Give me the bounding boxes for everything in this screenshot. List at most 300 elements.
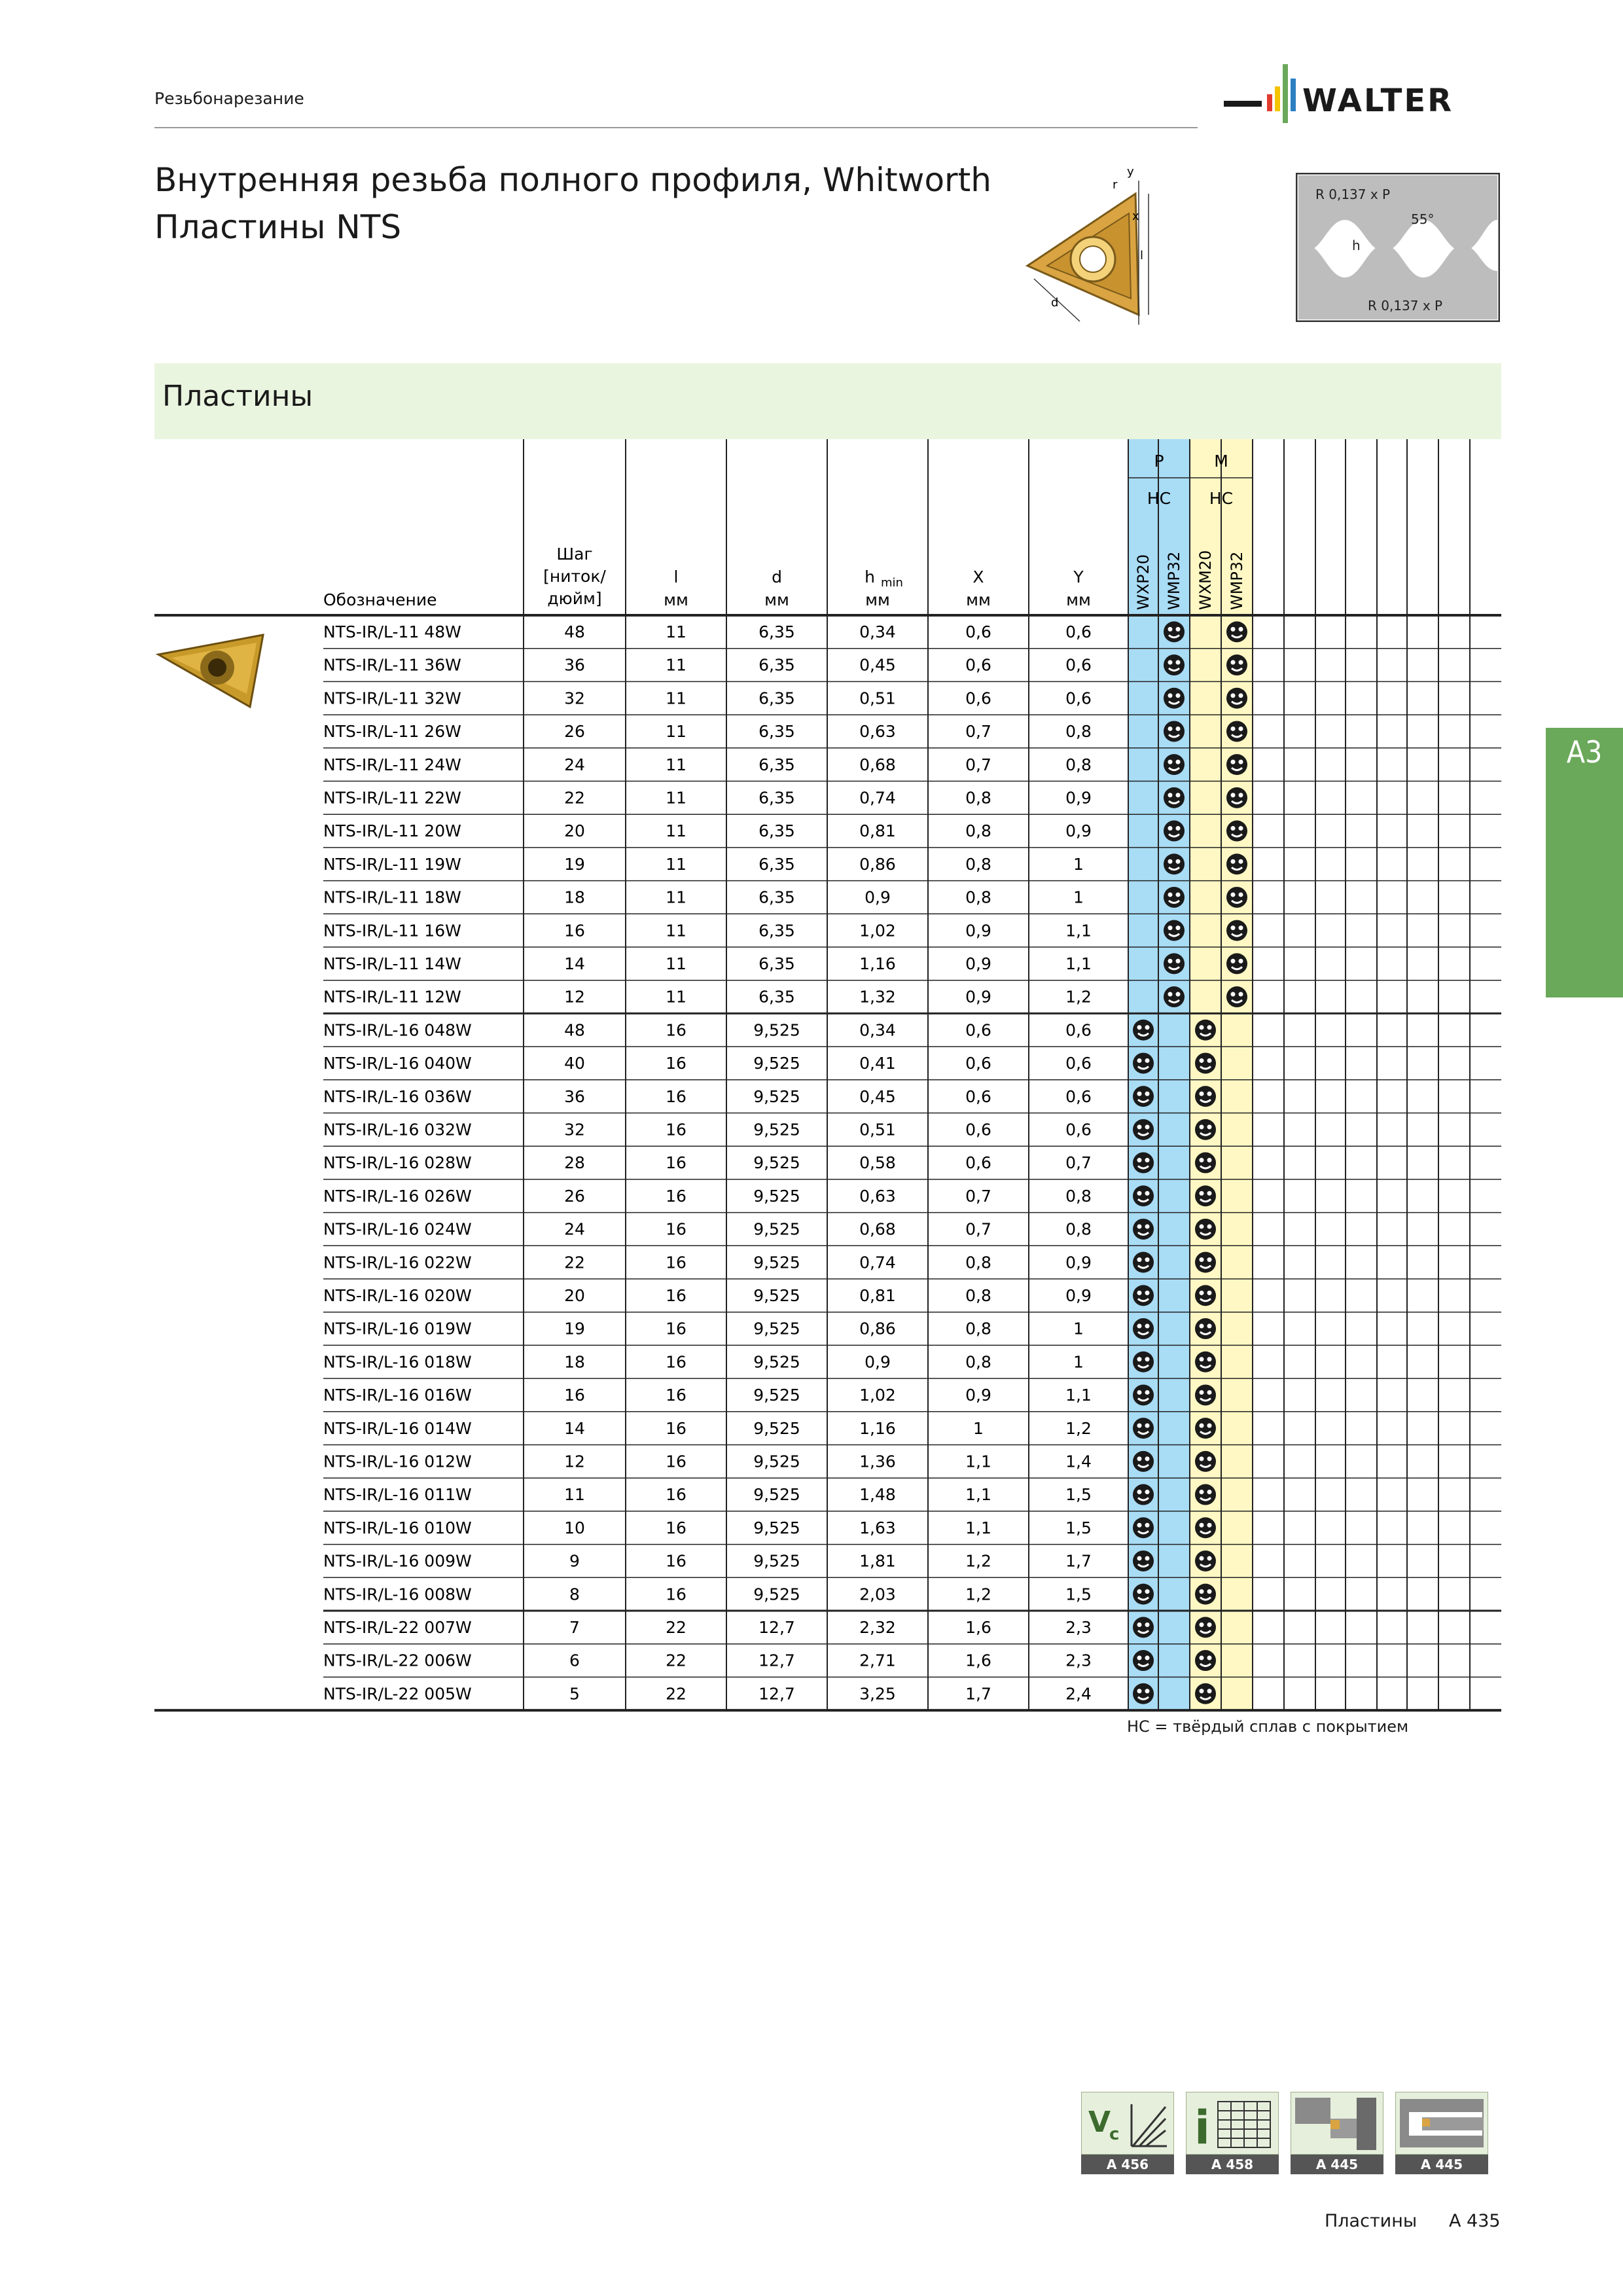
cell-hmin: 0,81 <box>859 821 896 841</box>
grade-application-icon <box>1226 920 1247 941</box>
icon-face <box>1133 1384 1154 1405</box>
cell-d: 9,525 <box>753 1585 800 1604</box>
icon-eye <box>1168 992 1173 997</box>
cell-l: 16 <box>666 1485 687 1505</box>
grade-application-icon <box>1195 1617 1216 1638</box>
cell-designation: NTS-IR/L-11 32W <box>323 689 461 708</box>
cell-y: 0,6 <box>1065 1120 1092 1139</box>
icon-eye <box>1176 859 1181 864</box>
icon-eye <box>1168 959 1173 963</box>
grade-application-icon <box>1133 1484 1154 1505</box>
icon-eye <box>1137 1490 1142 1494</box>
icon-eye <box>1231 760 1236 764</box>
icon-eye <box>1145 1092 1150 1096</box>
icon-face <box>1226 887 1247 908</box>
cell-y: 1,5 <box>1065 1518 1092 1537</box>
cell-d: 6,35 <box>758 655 795 675</box>
icon-eye <box>1207 1357 1212 1361</box>
cell-y: 1 <box>1073 1319 1084 1338</box>
cell-y: 0,9 <box>1065 788 1092 808</box>
table-row <box>323 1683 1216 1704</box>
cell-l: 11 <box>666 689 687 708</box>
icon-eye <box>1207 1092 1212 1096</box>
table-row <box>323 1086 1216 1107</box>
grade-application-icon <box>1195 1384 1216 1405</box>
cell-x: 1,7 <box>965 1684 991 1704</box>
cell-d: 9,525 <box>753 1153 800 1173</box>
cell-x: 0,6 <box>965 1086 991 1106</box>
cell-d: 9,525 <box>753 1418 800 1438</box>
icon-eye <box>1239 627 1243 632</box>
icon-face <box>1133 1584 1154 1605</box>
icon-face <box>1133 1219 1154 1240</box>
grade-application-icon <box>1226 953 1247 974</box>
icon-eye <box>1239 693 1243 698</box>
cell-l: 11 <box>666 655 687 675</box>
cell-x: 0,6 <box>965 1020 991 1040</box>
cell-pitch: 11 <box>564 1485 585 1505</box>
cell-designation: NTS-IR/L-11 24W <box>323 755 461 774</box>
cell-designation: NTS-IR/L-16 048W <box>323 1020 472 1040</box>
grade-application-icon <box>1195 1517 1216 1538</box>
icon-face <box>1133 1185 1154 1206</box>
icon-eye <box>1200 1291 1204 1295</box>
grade-application-icon <box>1133 1318 1154 1339</box>
table-row <box>323 1252 1216 1273</box>
icon-face <box>1195 1683 1216 1704</box>
icon-eye <box>1145 1158 1150 1162</box>
cell-d: 6,35 <box>758 755 795 774</box>
cell-hmin: 1,16 <box>859 954 896 973</box>
table-row <box>323 754 1247 775</box>
header-l: l <box>673 567 679 586</box>
icon-eye <box>1200 1025 1204 1030</box>
icon-eye <box>1137 1689 1142 1693</box>
table-row <box>323 1318 1216 1339</box>
cell-y: 1,2 <box>1065 1418 1092 1438</box>
cell-l: 16 <box>666 1418 687 1438</box>
cell-l: 16 <box>666 1551 687 1571</box>
profile-label-bottom: R 0,137 x P <box>1368 298 1443 314</box>
icon-eye <box>1145 1324 1150 1329</box>
icon-face <box>1164 621 1185 642</box>
reference-info-table[interactable] <box>1186 2092 1279 2174</box>
icon-eye <box>1176 660 1181 665</box>
cell-x: 1 <box>973 1418 984 1438</box>
icon-eye <box>1137 1191 1142 1196</box>
grade-application-icon <box>1133 1252 1154 1273</box>
grade-application-icon <box>1195 1551 1216 1571</box>
icon-eye <box>1145 1224 1150 1229</box>
grade-application-icon <box>1133 1352 1154 1372</box>
grade-application-icon <box>1226 887 1247 908</box>
grade-application-icon <box>1164 754 1185 775</box>
icon-eye <box>1239 760 1243 764</box>
icon-eye <box>1231 992 1236 997</box>
cell-d: 6,35 <box>758 921 795 941</box>
cell-x: 0,6 <box>965 1153 991 1173</box>
icon-eye <box>1207 1124 1212 1129</box>
cell-x: 0,8 <box>965 821 991 841</box>
cell-hmin: 0,9 <box>865 1352 891 1372</box>
cell-d: 12,7 <box>758 1651 795 1670</box>
diagram-label-y: y <box>1127 165 1134 179</box>
icon-eye <box>1145 1058 1150 1063</box>
icon-eye <box>1200 1456 1204 1461</box>
grade-application-icon <box>1133 1683 1154 1704</box>
grade-application-icon <box>1195 1219 1216 1240</box>
grade-application-icon <box>1226 621 1247 642</box>
icon-eye <box>1145 1291 1150 1295</box>
icon-face <box>1133 1352 1154 1372</box>
reference-boring-bar[interactable] <box>1395 2092 1488 2174</box>
cell-designation: NTS-IR/L-16 022W <box>323 1253 472 1272</box>
cell-l: 16 <box>666 1286 687 1305</box>
cell-d: 6,35 <box>758 788 795 808</box>
icon-eye <box>1200 1556 1204 1560</box>
cell-l: 11 <box>666 755 687 774</box>
icon-face <box>1164 953 1185 974</box>
icon-face <box>1195 1584 1216 1605</box>
cell-hmin: 0,51 <box>859 1120 896 1139</box>
page-title-line2: Пластины NTS <box>154 208 402 246</box>
cell-l: 22 <box>666 1651 687 1670</box>
cell-l: 16 <box>666 1386 687 1405</box>
cell-pitch: 48 <box>564 622 585 641</box>
cell-x: 0,8 <box>965 854 991 874</box>
icon-eye <box>1145 1556 1150 1560</box>
cell-d: 9,525 <box>753 1020 800 1040</box>
cell-pitch: 26 <box>564 1186 585 1206</box>
icon-eye <box>1176 892 1181 897</box>
icon-face <box>1226 953 1247 974</box>
icon-eye <box>1239 959 1243 963</box>
cell-pitch: 24 <box>564 1219 585 1239</box>
reference-label: A 445 <box>1395 2155 1488 2174</box>
logo-text: WALTER <box>1302 82 1454 119</box>
cell-l: 11 <box>666 821 687 841</box>
cell-pitch: 32 <box>564 689 585 708</box>
cell-l: 16 <box>666 1054 687 1073</box>
grade-label: WXP20 <box>1134 554 1152 610</box>
grade-application-icon <box>1226 787 1247 808</box>
icon-eye <box>1207 1556 1212 1560</box>
grade-application-icon <box>1226 754 1247 775</box>
table-row <box>323 1185 1216 1206</box>
cell-y: 2,3 <box>1065 1618 1092 1637</box>
cell-pitch: 8 <box>569 1585 580 1604</box>
reference-toolholder[interactable] <box>1291 2092 1383 2174</box>
cell-y: 1,2 <box>1065 987 1092 1007</box>
cell-d: 9,525 <box>753 1086 800 1106</box>
profile-label-top: R 0,137 x P <box>1315 187 1391 202</box>
cell-pitch: 12 <box>564 1452 585 1471</box>
grade-application-icon <box>1133 1451 1154 1472</box>
icon-face <box>1133 1551 1154 1571</box>
cell-l: 11 <box>666 987 687 1007</box>
icon-eye <box>1200 1324 1204 1329</box>
icon-face <box>1164 754 1185 775</box>
icon-eye <box>1137 1025 1142 1030</box>
table-row <box>323 1650 1216 1671</box>
cell-pitch: 16 <box>564 1386 585 1405</box>
icon-eye <box>1137 1656 1142 1660</box>
cell-y: 0,8 <box>1065 1186 1092 1206</box>
cell-d: 9,525 <box>753 1452 800 1471</box>
cell-pitch: 7 <box>569 1618 580 1637</box>
cell-l: 16 <box>666 1120 687 1139</box>
icon-eye <box>1231 925 1236 930</box>
icon-face <box>1133 1418 1154 1439</box>
table-row <box>323 1584 1216 1605</box>
cell-designation: NTS-IR/L-16 008W <box>323 1585 472 1604</box>
icon-face <box>1226 821 1247 842</box>
cell-x: 0,6 <box>965 622 991 641</box>
cell-x: 1,1 <box>965 1452 991 1471</box>
icon-face <box>1226 754 1247 775</box>
grade-application-icon <box>1195 1086 1216 1107</box>
icon-face <box>1133 1119 1154 1140</box>
icon-eye <box>1239 726 1243 731</box>
header-designation: Обозначение <box>323 590 437 609</box>
cell-d: 6,35 <box>758 722 795 742</box>
cell-pitch: 22 <box>564 788 585 808</box>
cell-hmin: 0,41 <box>859 1054 896 1073</box>
cell-x: 0,8 <box>965 1352 991 1372</box>
table-row <box>323 1285 1216 1306</box>
icon-face <box>1133 1451 1154 1472</box>
cell-d: 9,525 <box>753 1253 800 1272</box>
cell-y: 0,6 <box>1065 655 1092 675</box>
grade-application-icon <box>1195 1153 1216 1174</box>
icon-eye <box>1176 959 1181 963</box>
cell-l: 11 <box>666 622 687 641</box>
section-label: Резьбонарезание <box>154 89 304 108</box>
icon-eye <box>1145 1589 1150 1594</box>
cell-pitch: 19 <box>564 1319 585 1338</box>
icon-face <box>1195 1384 1216 1405</box>
cell-x: 0,6 <box>965 655 991 675</box>
icon-eye <box>1200 1656 1204 1660</box>
icon-eye <box>1137 1158 1142 1162</box>
cell-pitch: 26 <box>564 722 585 742</box>
icon-eye <box>1145 1656 1150 1660</box>
cell-hmin: 1,36 <box>859 1452 896 1471</box>
grade-application-icon <box>1195 1318 1216 1339</box>
cell-hmin: 0,58 <box>859 1153 896 1173</box>
icon-face <box>1226 853 1247 874</box>
cell-designation: NTS-IR/L-11 22W <box>323 788 461 808</box>
cell-pitch: 9 <box>569 1551 580 1571</box>
icon-eye <box>1200 1490 1204 1494</box>
grade-application-icon <box>1164 920 1185 941</box>
cell-hmin: 0,9 <box>865 888 891 907</box>
cell-designation: NTS-IR/L-16 018W <box>323 1352 472 1372</box>
cell-designation: NTS-IR/L-16 011W <box>323 1485 472 1505</box>
grade-application-icon <box>1226 821 1247 842</box>
icon-face <box>1133 1052 1154 1073</box>
icon-eye <box>1168 627 1173 632</box>
icon-face <box>1195 1020 1216 1041</box>
grade-application-icon <box>1133 1219 1154 1240</box>
table-row <box>323 821 1247 842</box>
cell-y: 1,1 <box>1065 1386 1092 1405</box>
icon-eye <box>1145 1257 1150 1262</box>
icon-eye <box>1176 992 1181 997</box>
cell-hmin: 2,71 <box>859 1651 896 1670</box>
cell-pitch: 48 <box>564 1020 585 1040</box>
icon-face <box>1195 1052 1216 1073</box>
cell-x: 1,2 <box>965 1585 991 1604</box>
header-hmin-sub: min <box>881 576 903 590</box>
svg-text:c: c <box>1109 2125 1120 2144</box>
grade-label: WMP32 <box>1165 551 1183 610</box>
icon-face <box>1226 621 1247 642</box>
grade-application-icon <box>1133 1086 1154 1107</box>
diagram-label-d: d <box>1051 296 1059 310</box>
footer-label: Пластины <box>1325 2211 1418 2231</box>
table-row <box>323 1052 1216 1073</box>
grade-application-icon <box>1164 787 1185 808</box>
cell-pitch: 36 <box>564 1086 585 1106</box>
icon-face <box>1195 1219 1216 1240</box>
cell-x: 1,6 <box>965 1651 991 1670</box>
cell-l: 16 <box>666 1319 687 1338</box>
cell-x: 0,9 <box>965 954 991 973</box>
cell-d: 6,35 <box>758 888 795 907</box>
cell-hmin: 2,03 <box>859 1585 896 1604</box>
icon-eye <box>1137 1058 1142 1063</box>
table-row <box>323 688 1247 709</box>
cell-y: 1,5 <box>1065 1585 1092 1604</box>
material-group-label: P <box>1154 452 1164 471</box>
cell-pitch: 19 <box>564 854 585 874</box>
icon-face <box>1195 1119 1216 1140</box>
icon-face <box>1164 920 1185 941</box>
cell-y: 2,3 <box>1065 1651 1092 1670</box>
icon-eye <box>1145 1025 1150 1030</box>
icon-face <box>1133 1252 1154 1273</box>
profile-label-h: h <box>1352 238 1361 253</box>
header-y: мм <box>1066 590 1091 609</box>
cell-hmin: 0,63 <box>859 1186 896 1206</box>
icon-face <box>1133 1517 1154 1538</box>
icon-face <box>1195 1185 1216 1206</box>
icon-face <box>1195 1551 1216 1571</box>
icon-eye <box>1137 1224 1142 1229</box>
table-row <box>323 1484 1216 1505</box>
icon-eye <box>1176 726 1181 731</box>
header-l: мм <box>664 590 688 609</box>
cell-d: 9,525 <box>753 1319 800 1338</box>
icon-face <box>1133 1285 1154 1306</box>
header-pitch: дюйм] <box>547 589 602 608</box>
icon-face <box>1164 853 1185 874</box>
cell-hmin: 1,81 <box>859 1551 896 1571</box>
icon-face <box>1195 1318 1216 1339</box>
icon-eye <box>1239 660 1243 665</box>
material-group-label: M <box>1214 452 1228 471</box>
grade-application-icon <box>1133 1418 1154 1439</box>
cell-designation: NTS-IR/L-22 006W <box>323 1651 472 1670</box>
info-table-icon <box>1186 2092 1279 2155</box>
cell-x: 0,9 <box>965 921 991 941</box>
table-row <box>323 1119 1216 1140</box>
cell-l: 16 <box>666 1253 687 1272</box>
page-number: A 435 <box>1449 2211 1501 2231</box>
icon-face <box>1133 1484 1154 1505</box>
grade-application-icon <box>1133 1020 1154 1041</box>
icon-eye <box>1207 1623 1212 1627</box>
cell-y: 0,6 <box>1065 1020 1092 1040</box>
cell-l: 16 <box>666 1153 687 1173</box>
grade-label: WMP32 <box>1228 551 1246 610</box>
icon-eye <box>1207 1523 1212 1528</box>
icon-eye <box>1231 859 1236 864</box>
cell-l: 22 <box>666 1684 687 1704</box>
cell-designation: NTS-IR/L-11 26W <box>323 722 461 742</box>
cell-hmin: 0,74 <box>859 788 896 808</box>
table-row <box>323 655 1247 675</box>
grade-application-icon <box>1133 1517 1154 1538</box>
cell-pitch: 10 <box>564 1518 585 1537</box>
cell-y: 1,5 <box>1065 1485 1092 1505</box>
icon-eye <box>1200 1689 1204 1693</box>
icon-eye <box>1137 1257 1142 1262</box>
svg-text:i: i <box>1194 2101 1210 2154</box>
cell-designation: NTS-IR/L-16 016W <box>323 1386 472 1405</box>
icon-eye <box>1176 760 1181 764</box>
header-hmin: h <box>865 567 875 586</box>
icon-eye <box>1137 1390 1142 1395</box>
cell-x: 0,9 <box>965 987 991 1007</box>
icon-face <box>1133 1020 1154 1041</box>
cell-pitch: 40 <box>564 1054 585 1073</box>
icon-eye <box>1231 892 1236 897</box>
icon-eye <box>1168 826 1173 831</box>
cell-designation: NTS-IR/L-16 009W <box>323 1551 472 1571</box>
grade-application-icon <box>1226 688 1247 709</box>
chapter-tab-label: A3 <box>1566 734 1603 770</box>
grade-application-icon <box>1195 1020 1216 1041</box>
icon-eye <box>1200 1390 1204 1395</box>
table-row <box>323 1617 1216 1638</box>
reference-label: A 458 <box>1186 2155 1279 2174</box>
reference-label: A 445 <box>1291 2155 1383 2174</box>
icon-eye <box>1200 1191 1204 1196</box>
cell-d: 9,525 <box>753 1485 800 1505</box>
reference-label: A 456 <box>1081 2155 1174 2174</box>
cell-d: 12,7 <box>758 1618 795 1637</box>
icon-eye <box>1200 1257 1204 1262</box>
icon-face <box>1164 887 1185 908</box>
icon-face <box>1195 1153 1216 1174</box>
icon-face <box>1195 1517 1216 1538</box>
icon-eye <box>1207 1589 1212 1594</box>
table-row <box>323 1418 1216 1439</box>
cell-y: 1,4 <box>1065 1452 1092 1471</box>
cell-l: 16 <box>666 1352 687 1372</box>
band-title: Пластины <box>162 380 313 413</box>
icon-eye <box>1200 1424 1204 1428</box>
icon-face <box>1195 1617 1216 1638</box>
reference-cutting-data[interactable] <box>1081 2092 1174 2174</box>
icon-eye <box>1200 1357 1204 1361</box>
cell-l: 11 <box>666 921 687 941</box>
icon-eye <box>1200 1589 1204 1594</box>
cell-y: 0,6 <box>1065 622 1092 641</box>
cell-hmin: 1,02 <box>859 921 896 941</box>
